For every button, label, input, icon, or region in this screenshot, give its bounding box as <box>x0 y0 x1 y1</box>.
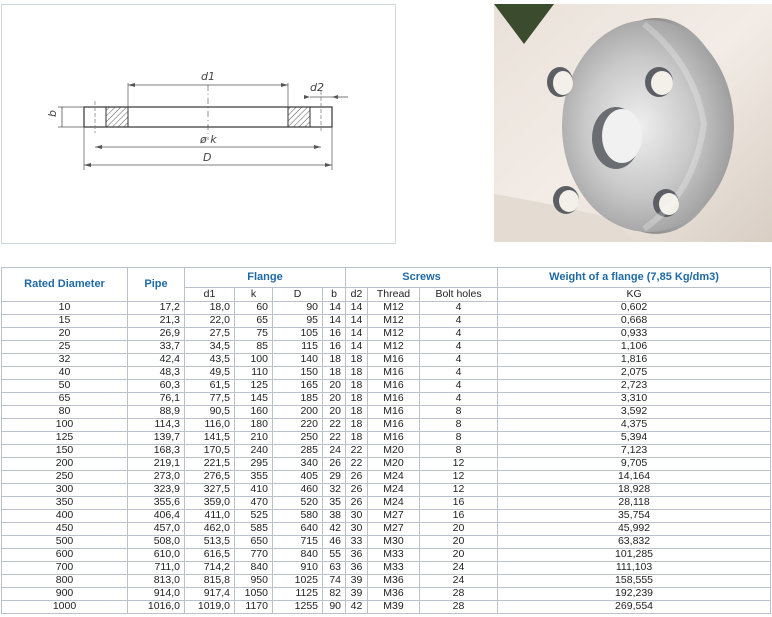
cell-k: 240 <box>235 445 273 458</box>
cell-d1: 917,4 <box>185 588 235 601</box>
cell-rated-diameter: 125 <box>2 432 128 445</box>
cell-thread: M39 <box>368 601 420 614</box>
cell-pipe: 914,0 <box>128 588 185 601</box>
subheader-thread: Thread <box>368 288 420 302</box>
bolt-hole-top-left <box>553 71 573 95</box>
cell-D: 200 <box>273 406 323 419</box>
cell-d1: 34,5 <box>185 341 235 354</box>
cell-weight-kg: 0,602 <box>498 302 771 315</box>
cell-d2: 26 <box>346 484 368 497</box>
cell-d1: 276,5 <box>185 471 235 484</box>
cell-weight-kg: 269,554 <box>498 601 771 614</box>
cell-thread: M27 <box>368 510 420 523</box>
cell-rated-diameter: 25 <box>2 341 128 354</box>
cell-rated-diameter: 20 <box>2 328 128 341</box>
center-bore <box>602 109 642 163</box>
cell-pipe: 711,0 <box>128 562 185 575</box>
cell-d2: 30 <box>346 523 368 536</box>
label-k: ø k <box>200 133 217 146</box>
table-row <box>2 419 771 432</box>
cell-d2: 18 <box>346 406 368 419</box>
cell-weight-kg: 1,816 <box>498 354 771 367</box>
cell-k: 950 <box>235 575 273 588</box>
cell-bolt-holes: 12 <box>420 484 498 497</box>
table-row <box>2 497 771 510</box>
cell-b: 55 <box>323 549 346 562</box>
cell-weight-kg: 158,555 <box>498 575 771 588</box>
table-row <box>2 601 771 614</box>
cell-b: 24 <box>323 445 346 458</box>
cell-d2: 26 <box>346 471 368 484</box>
cell-thread: M24 <box>368 471 420 484</box>
subheader-b: b <box>323 288 346 302</box>
cell-D: 250 <box>273 432 323 445</box>
cell-d2: 14 <box>346 315 368 328</box>
table-row <box>2 367 771 380</box>
cell-bolt-holes: 28 <box>420 588 498 601</box>
cell-weight-kg: 4,375 <box>498 419 771 432</box>
cell-pipe: 406,4 <box>128 510 185 523</box>
cell-pipe: 26,9 <box>128 328 185 341</box>
cell-thread: M16 <box>368 432 420 445</box>
cell-pipe: 168,3 <box>128 445 185 458</box>
cell-rated-diameter: 50 <box>2 380 128 393</box>
bolt-hole-top-right <box>651 71 673 95</box>
cell-thread: M36 <box>368 588 420 601</box>
cell-rated-diameter: 700 <box>2 562 128 575</box>
cell-d2: 18 <box>346 367 368 380</box>
cell-rated-diameter: 800 <box>2 575 128 588</box>
cell-D: 910 <box>273 562 323 575</box>
cell-d1: 170,5 <box>185 445 235 458</box>
cell-k: 1170 <box>235 601 273 614</box>
cell-weight-kg: 111,103 <box>498 562 771 575</box>
cell-weight-kg: 192,239 <box>498 588 771 601</box>
cell-rated-diameter: 32 <box>2 354 128 367</box>
cell-weight-kg: 18,928 <box>498 484 771 497</box>
cell-weight-kg: 101,285 <box>498 549 771 562</box>
cell-D: 185 <box>273 393 323 406</box>
table-body <box>2 302 771 614</box>
cell-d2: 36 <box>346 549 368 562</box>
table-row <box>2 523 771 536</box>
cell-b: 90 <box>323 601 346 614</box>
cell-b: 46 <box>323 536 346 549</box>
subheader-D: D <box>273 288 323 302</box>
cell-rated-diameter: 150 <box>2 445 128 458</box>
cell-k: 180 <box>235 419 273 432</box>
cell-bolt-holes: 4 <box>420 354 498 367</box>
cell-thread: M24 <box>368 497 420 510</box>
cell-pipe: 323,9 <box>128 484 185 497</box>
cell-bolt-holes: 20 <box>420 549 498 562</box>
cell-weight-kg: 3,310 <box>498 393 771 406</box>
cell-pipe: 114,3 <box>128 419 185 432</box>
cell-d2: 39 <box>346 588 368 601</box>
cell-D: 105 <box>273 328 323 341</box>
cell-weight-kg: 1,106 <box>498 341 771 354</box>
cell-weight-kg: 14,164 <box>498 471 771 484</box>
cell-weight-kg: 28,118 <box>498 497 771 510</box>
flange-spec-table <box>1 267 771 614</box>
cell-d2: 14 <box>346 328 368 341</box>
cell-bolt-holes: 12 <box>420 471 498 484</box>
cell-pipe: 813,0 <box>128 575 185 588</box>
cell-d2: 18 <box>346 380 368 393</box>
cell-bolt-holes: 8 <box>420 419 498 432</box>
cell-d2: 39 <box>346 575 368 588</box>
cell-bolt-holes: 4 <box>420 328 498 341</box>
table-row <box>2 458 771 471</box>
cell-pipe: 21,3 <box>128 315 185 328</box>
cell-D: 150 <box>273 367 323 380</box>
cell-b: 32 <box>323 484 346 497</box>
cell-b: 22 <box>323 419 346 432</box>
cell-bolt-holes: 4 <box>420 380 498 393</box>
subheader-bolt-holes: Bolt holes <box>420 288 498 302</box>
cell-bolt-holes: 16 <box>420 497 498 510</box>
cell-b: 20 <box>323 406 346 419</box>
cell-rated-diameter: 65 <box>2 393 128 406</box>
cell-thread: M12 <box>368 315 420 328</box>
cell-b: 35 <box>323 497 346 510</box>
label-d1: d1 <box>201 70 215 83</box>
cell-pipe: 76,1 <box>128 393 185 406</box>
cell-thread: M33 <box>368 549 420 562</box>
cell-pipe: 48,3 <box>128 367 185 380</box>
cell-D: 1255 <box>273 601 323 614</box>
label-D: D <box>203 151 212 164</box>
cell-thread: M20 <box>368 458 420 471</box>
cell-d1: 1019,0 <box>185 601 235 614</box>
cell-d2: 14 <box>346 341 368 354</box>
cell-D: 90 <box>273 302 323 315</box>
right-hatch-section <box>288 107 310 127</box>
cell-k: 410 <box>235 484 273 497</box>
cell-k: 125 <box>235 380 273 393</box>
table-row <box>2 341 771 354</box>
table-row <box>2 549 771 562</box>
cell-pipe: 1016,0 <box>128 601 185 614</box>
table-row <box>2 315 771 328</box>
cell-b: 16 <box>323 341 346 354</box>
cell-d1: 61,5 <box>185 380 235 393</box>
header-screws: Screws <box>346 268 498 288</box>
cell-b: 26 <box>323 458 346 471</box>
cell-rated-diameter: 450 <box>2 523 128 536</box>
cell-D: 460 <box>273 484 323 497</box>
cell-rated-diameter: 15 <box>2 315 128 328</box>
cell-pipe: 355,6 <box>128 497 185 510</box>
cell-bolt-holes: 24 <box>420 575 498 588</box>
cell-D: 220 <box>273 419 323 432</box>
cell-k: 770 <box>235 549 273 562</box>
cell-k: 75 <box>235 328 273 341</box>
cell-k: 110 <box>235 367 273 380</box>
cell-D: 715 <box>273 536 323 549</box>
subheader-kg: KG <box>498 288 771 302</box>
cell-bolt-holes: 4 <box>420 367 498 380</box>
cell-d1: 359,0 <box>185 497 235 510</box>
cell-rated-diameter: 500 <box>2 536 128 549</box>
flange-face <box>562 20 734 232</box>
cell-b: 20 <box>323 393 346 406</box>
cell-b: 16 <box>323 328 346 341</box>
cell-rated-diameter: 1000 <box>2 601 128 614</box>
cell-d1: 411,0 <box>185 510 235 523</box>
cell-thread: M12 <box>368 341 420 354</box>
cell-d1: 616,5 <box>185 549 235 562</box>
header-rated-diameter: Rated Diameter <box>2 268 128 302</box>
cell-thread: M27 <box>368 523 420 536</box>
cell-k: 160 <box>235 406 273 419</box>
cell-thread: M16 <box>368 419 420 432</box>
cell-bolt-holes: 20 <box>420 536 498 549</box>
cell-b: 42 <box>323 523 346 536</box>
cell-d1: 221,5 <box>185 458 235 471</box>
table-row <box>2 471 771 484</box>
subheader-k: k <box>235 288 273 302</box>
cell-d2: 42 <box>346 601 368 614</box>
cell-bolt-holes: 20 <box>420 523 498 536</box>
cell-d2: 33 <box>346 536 368 549</box>
cell-d1: 49,5 <box>185 367 235 380</box>
cell-thread: M16 <box>368 380 420 393</box>
cell-pipe: 17,2 <box>128 302 185 315</box>
cell-rated-diameter: 40 <box>2 367 128 380</box>
table-row <box>2 432 771 445</box>
cell-D: 285 <box>273 445 323 458</box>
cell-thread: M16 <box>368 354 420 367</box>
steel-flange-photo <box>494 4 772 242</box>
cell-weight-kg: 2,075 <box>498 367 771 380</box>
cell-d2: 26 <box>346 497 368 510</box>
cell-d2: 30 <box>346 510 368 523</box>
cell-d1: 815,8 <box>185 575 235 588</box>
cell-rated-diameter: 80 <box>2 406 128 419</box>
table-row <box>2 588 771 601</box>
cell-d2: 22 <box>346 445 368 458</box>
cell-k: 145 <box>235 393 273 406</box>
cell-thread: M16 <box>368 393 420 406</box>
flange-photo-svg <box>494 4 772 242</box>
cell-b: 20 <box>323 380 346 393</box>
table-row <box>2 393 771 406</box>
header-flange: Flange <box>185 268 346 288</box>
label-b: b <box>46 110 59 117</box>
table-row <box>2 536 771 549</box>
cell-k: 65 <box>235 315 273 328</box>
cell-k: 295 <box>235 458 273 471</box>
cell-d1: 141,5 <box>185 432 235 445</box>
cell-k: 840 <box>235 562 273 575</box>
cell-bolt-holes: 8 <box>420 406 498 419</box>
cell-weight-kg: 0,933 <box>498 328 771 341</box>
table-row <box>2 445 771 458</box>
cell-b: 74 <box>323 575 346 588</box>
cell-b: 82 <box>323 588 346 601</box>
cell-D: 340 <box>273 458 323 471</box>
cell-thread: M16 <box>368 367 420 380</box>
cell-pipe: 508,0 <box>128 536 185 549</box>
cell-thread: M20 <box>368 445 420 458</box>
cell-d1: 27,5 <box>185 328 235 341</box>
cell-weight-kg: 3,592 <box>498 406 771 419</box>
cell-bolt-holes: 24 <box>420 562 498 575</box>
cell-bolt-holes: 8 <box>420 445 498 458</box>
cell-thread: M24 <box>368 484 420 497</box>
cell-pipe: 457,0 <box>128 523 185 536</box>
cell-thread: M36 <box>368 575 420 588</box>
header-weight: Weight of a flange (7,85 Kg/dm3) <box>498 268 771 288</box>
cell-thread: M16 <box>368 406 420 419</box>
cell-D: 95 <box>273 315 323 328</box>
cell-D: 840 <box>273 549 323 562</box>
cell-d1: 90,5 <box>185 406 235 419</box>
cell-pipe: 88,9 <box>128 406 185 419</box>
cell-thread: M30 <box>368 536 420 549</box>
cell-pipe: 42,4 <box>128 354 185 367</box>
cell-k: 650 <box>235 536 273 549</box>
cell-D: 1125 <box>273 588 323 601</box>
cell-weight-kg: 9,705 <box>498 458 771 471</box>
subheader-d1: d1 <box>185 288 235 302</box>
cell-D: 640 <box>273 523 323 536</box>
cell-d1: 116,0 <box>185 419 235 432</box>
subheader-d2: d2 <box>346 288 368 302</box>
cell-b: 22 <box>323 432 346 445</box>
cell-rated-diameter: 600 <box>2 549 128 562</box>
cell-rated-diameter: 350 <box>2 497 128 510</box>
cell-D: 405 <box>273 471 323 484</box>
table-row <box>2 302 771 315</box>
cell-d2: 18 <box>346 432 368 445</box>
cell-pipe: 33,7 <box>128 341 185 354</box>
cell-b: 18 <box>323 367 346 380</box>
cell-d1: 22,0 <box>185 315 235 328</box>
cell-d2: 18 <box>346 419 368 432</box>
cell-rated-diameter: 10 <box>2 302 128 315</box>
cell-b: 14 <box>323 302 346 315</box>
cell-weight-kg: 7,123 <box>498 445 771 458</box>
cell-pipe: 219,1 <box>128 458 185 471</box>
cell-weight-kg: 0,668 <box>498 315 771 328</box>
cell-bolt-holes: 12 <box>420 458 498 471</box>
cell-weight-kg: 5,394 <box>498 432 771 445</box>
table-row <box>2 575 771 588</box>
cell-bolt-holes: 4 <box>420 302 498 315</box>
cell-b: 29 <box>323 471 346 484</box>
cell-bolt-holes: 4 <box>420 341 498 354</box>
cell-k: 100 <box>235 354 273 367</box>
cell-b: 38 <box>323 510 346 523</box>
table-row <box>2 328 771 341</box>
cell-k: 470 <box>235 497 273 510</box>
cell-d2: 14 <box>346 302 368 315</box>
cell-d1: 513,5 <box>185 536 235 549</box>
table-row <box>2 510 771 523</box>
table-row <box>2 406 771 419</box>
table-row <box>2 380 771 393</box>
cell-rated-diameter: 900 <box>2 588 128 601</box>
cell-pipe: 139,7 <box>128 432 185 445</box>
cell-D: 520 <box>273 497 323 510</box>
cell-D: 115 <box>273 341 323 354</box>
cell-k: 1050 <box>235 588 273 601</box>
cell-rated-diameter: 100 <box>2 419 128 432</box>
cell-k: 60 <box>235 302 273 315</box>
cell-thread: M33 <box>368 562 420 575</box>
left-hatch-section <box>106 107 128 127</box>
cell-D: 140 <box>273 354 323 367</box>
cell-bolt-holes: 4 <box>420 393 498 406</box>
cell-d2: 18 <box>346 393 368 406</box>
cell-d1: 18,0 <box>185 302 235 315</box>
cell-bolt-holes: 8 <box>420 432 498 445</box>
cell-rated-diameter: 250 <box>2 471 128 484</box>
cell-thread: M12 <box>368 302 420 315</box>
cell-D: 580 <box>273 510 323 523</box>
table-row <box>2 484 771 497</box>
cell-pipe: 60,3 <box>128 380 185 393</box>
cell-d2: 18 <box>346 354 368 367</box>
cell-d1: 327,5 <box>185 484 235 497</box>
cell-d2: 36 <box>346 562 368 575</box>
cell-d1: 714,2 <box>185 562 235 575</box>
cell-bolt-holes: 4 <box>420 315 498 328</box>
cell-rated-diameter: 300 <box>2 484 128 497</box>
cell-d1: 77,5 <box>185 393 235 406</box>
cell-bolt-holes: 28 <box>420 601 498 614</box>
cell-weight-kg: 35,754 <box>498 510 771 523</box>
cell-k: 525 <box>235 510 273 523</box>
cell-weight-kg: 2,723 <box>498 380 771 393</box>
cell-d1: 462,0 <box>185 523 235 536</box>
bolt-hole-bottom-left <box>559 190 579 212</box>
cell-d1: 43,5 <box>185 354 235 367</box>
cell-k: 355 <box>235 471 273 484</box>
cell-D: 1025 <box>273 575 323 588</box>
cell-pipe: 610,0 <box>128 549 185 562</box>
label-d2: d2 <box>310 81 324 94</box>
cell-k: 210 <box>235 432 273 445</box>
table-row <box>2 562 771 575</box>
cell-weight-kg: 63,832 <box>498 536 771 549</box>
header-pipe: Pipe <box>128 268 185 302</box>
cell-b: 18 <box>323 354 346 367</box>
drawing-svg <box>2 5 397 245</box>
cell-thread: M12 <box>368 328 420 341</box>
cell-d2: 22 <box>346 458 368 471</box>
cell-bolt-holes: 16 <box>420 510 498 523</box>
cell-rated-diameter: 200 <box>2 458 128 471</box>
cell-D: 165 <box>273 380 323 393</box>
cell-weight-kg: 45,992 <box>498 523 771 536</box>
cell-b: 63 <box>323 562 346 575</box>
cell-rated-diameter: 400 <box>2 510 128 523</box>
cell-k: 585 <box>235 523 273 536</box>
cell-b: 14 <box>323 315 346 328</box>
flange-cross-section-drawing <box>1 4 396 244</box>
table-row <box>2 354 771 367</box>
cell-k: 85 <box>235 341 273 354</box>
cell-pipe: 273,0 <box>128 471 185 484</box>
